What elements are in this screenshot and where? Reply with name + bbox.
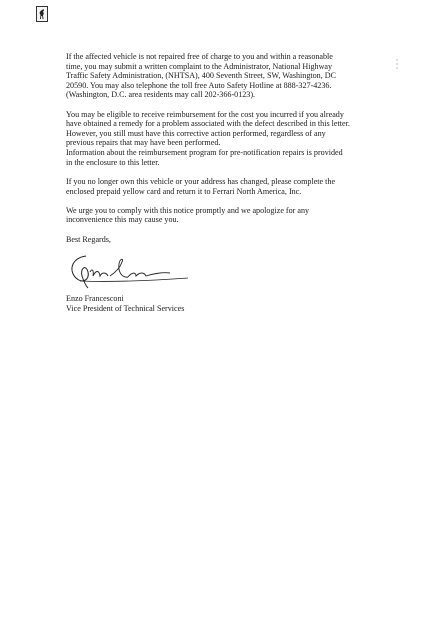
letter-body	[66, 52, 406, 313]
closing: Best Regards,	[66, 234, 111, 244]
signer-title: Vice President of Technical Services	[66, 303, 185, 313]
ferrari-logo	[36, 6, 48, 22]
handwritten-signature	[66, 250, 196, 290]
paragraph-complaint: If the affected vehicle is not repaired free of charge to you and within a reasonable time, you may submit a written complaint to the Administrator, National Highway Traffic Safety Administration, (NHTSA), 400 Seventh Street, SW, Washington, DC 20590. You may also telephone the toll free Auto Safety Hotline at 888-327-4236. (Washington, D.C. area residents may call 202-366-0123).	[66, 52, 337, 100]
prancing-horse-icon	[37, 7, 47, 21]
paragraph-reimbursement: You may be eligible to receive reimbursement for the cost you incurred if you already have obtained a remedy for a problem associated with the defect described in this letter. However, you still must have this corrective action performed, regardless of any previous repairs that may have been performed.	[66, 109, 350, 148]
paragraph-ownership: If you no longer own this vehicle or your address has changed, please complete the enclosed prepaid yellow card and return it to Ferrari North America, Inc.	[66, 176, 336, 196]
paragraph-reimbursement-info: Information about the reimbursement program for pre-notification repairs is provided in the enclosure to this letter.	[66, 148, 343, 167]
signer-name: Enzo Francesconi	[66, 294, 124, 304]
paragraph-compliance: We urge you to comply with this notice promptly and we apologize for any inconvenience this may cause you.	[66, 205, 310, 225]
